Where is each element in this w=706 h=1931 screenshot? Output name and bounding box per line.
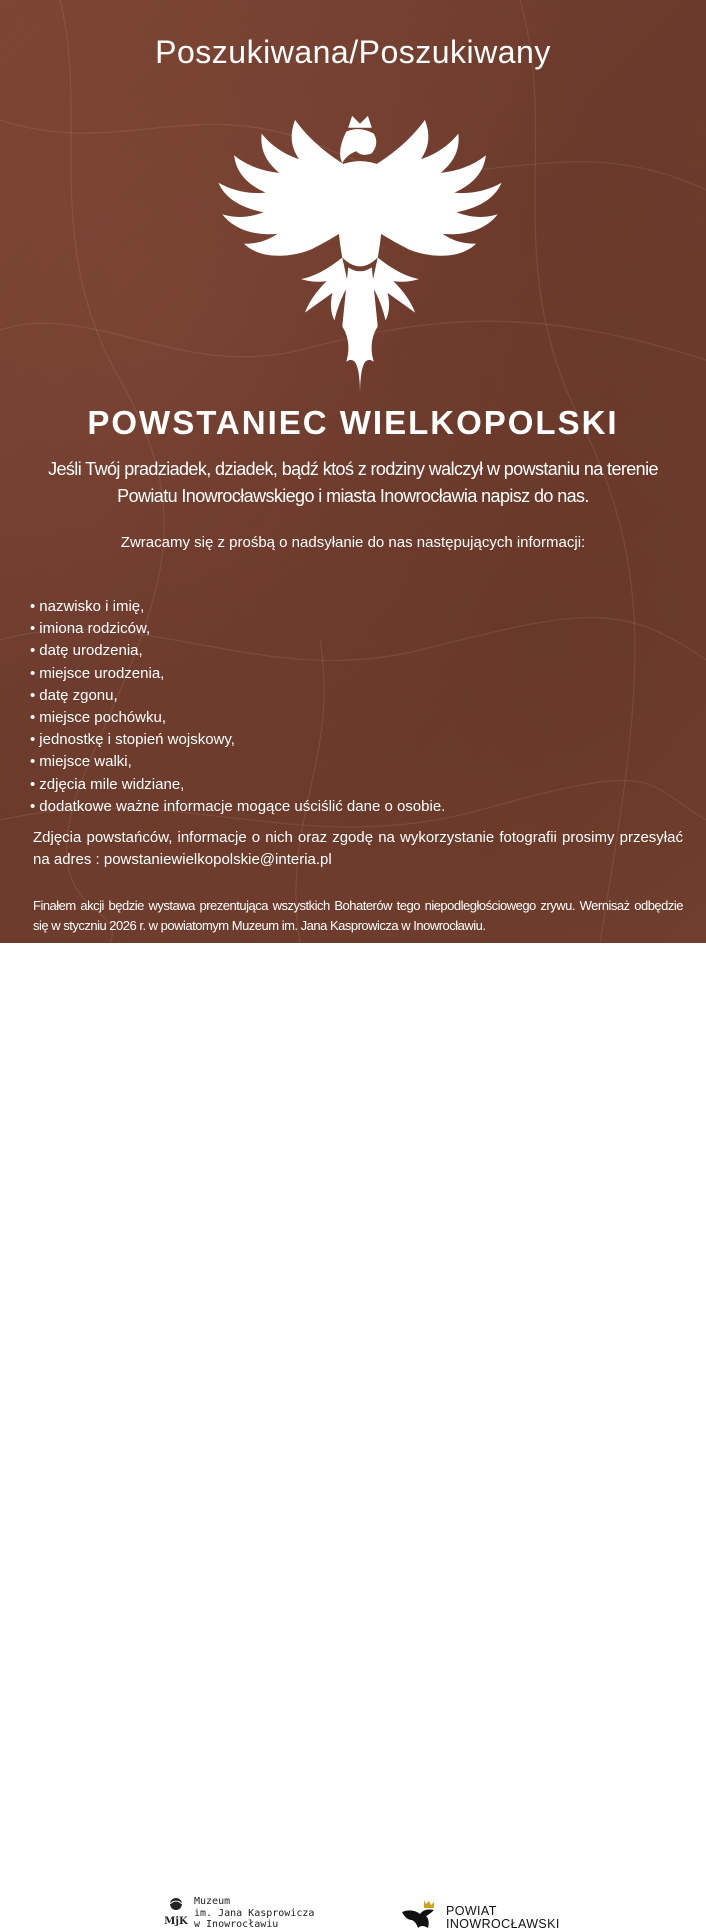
list-item: • imiona rodziców, [30, 618, 445, 640]
mjk-museum-logo-icon [163, 1896, 189, 1930]
powiat-line-2: INOWROCŁAWSKI [446, 1917, 560, 1931]
info-list [30, 596, 445, 818]
lead-line-1: Jeśli Twój pradziadek, dziadek, bądź ktoś z rodziny walczył w powstaniu na terenie [48, 459, 658, 479]
request-text: Zwracamy się z prośbą o nadsyłanie do nas następujących informacji: [120, 534, 586, 551]
footer [0, 943, 706, 1931]
main-title: POWSTANIEC WIELKOPOLSKI [87, 404, 619, 441]
list-item: • dodatkowe ważne informacje mogące uściślić dane o osobie. [30, 796, 445, 818]
lead-line-2: Powiatu Inowrocławskiego i miasta Inowrocławia napisz do nas. [117, 486, 589, 506]
list-item: • miejsce pochówku, [30, 707, 445, 729]
crowned-eagle-logo-icon [400, 1898, 442, 1930]
museum-logo-text: MjK [164, 1916, 188, 1927]
list-item: • miejsce walki, [30, 751, 445, 773]
poster [0, 0, 706, 943]
powiat-line-1: POWIAT [446, 1904, 497, 1918]
museum-line-3: w Inowrocławiu [194, 1919, 279, 1930]
list-item: • jednostkę i stopień wojskowy, [30, 729, 445, 751]
list-item: • datę urodzenia, [30, 640, 445, 662]
list-item: • nazwisko i imię, [30, 596, 445, 618]
museum-line-2: im. Jana Kasprowicza [194, 1907, 315, 1919]
contact-paragraph: Zdjęcia powstańców, informacje o nich oraz zgodę na wykorzystanie fotografii prosimy przesyłać na adres : powstaniewielkopolskie@interia.pl [33, 829, 683, 868]
headline: Poszukiwana/Poszukiwany [155, 34, 551, 70]
powiat-name [446, 1905, 560, 1931]
list-item: • zdjęcia mile widziane, [30, 774, 445, 796]
museum-line-1: Muzeum [194, 1896, 231, 1907]
lead-paragraph [20, 456, 686, 510]
list-item: • datę zgonu, [30, 685, 445, 707]
museum-name [194, 1896, 314, 1931]
white-eagle-icon [210, 110, 510, 405]
list-item: • miejsce urodzenia, [30, 663, 445, 685]
finale-paragraph: Finałem akcji będzie wystawa prezentująca wszystkich Bohaterów tego niepodległościowego zrywu. Wernisaż odbędzie się w styczniu 2026 r. w powiatomym Muzeum im. Jana Kasprowicza w Inowrocławiu. [33, 898, 683, 933]
